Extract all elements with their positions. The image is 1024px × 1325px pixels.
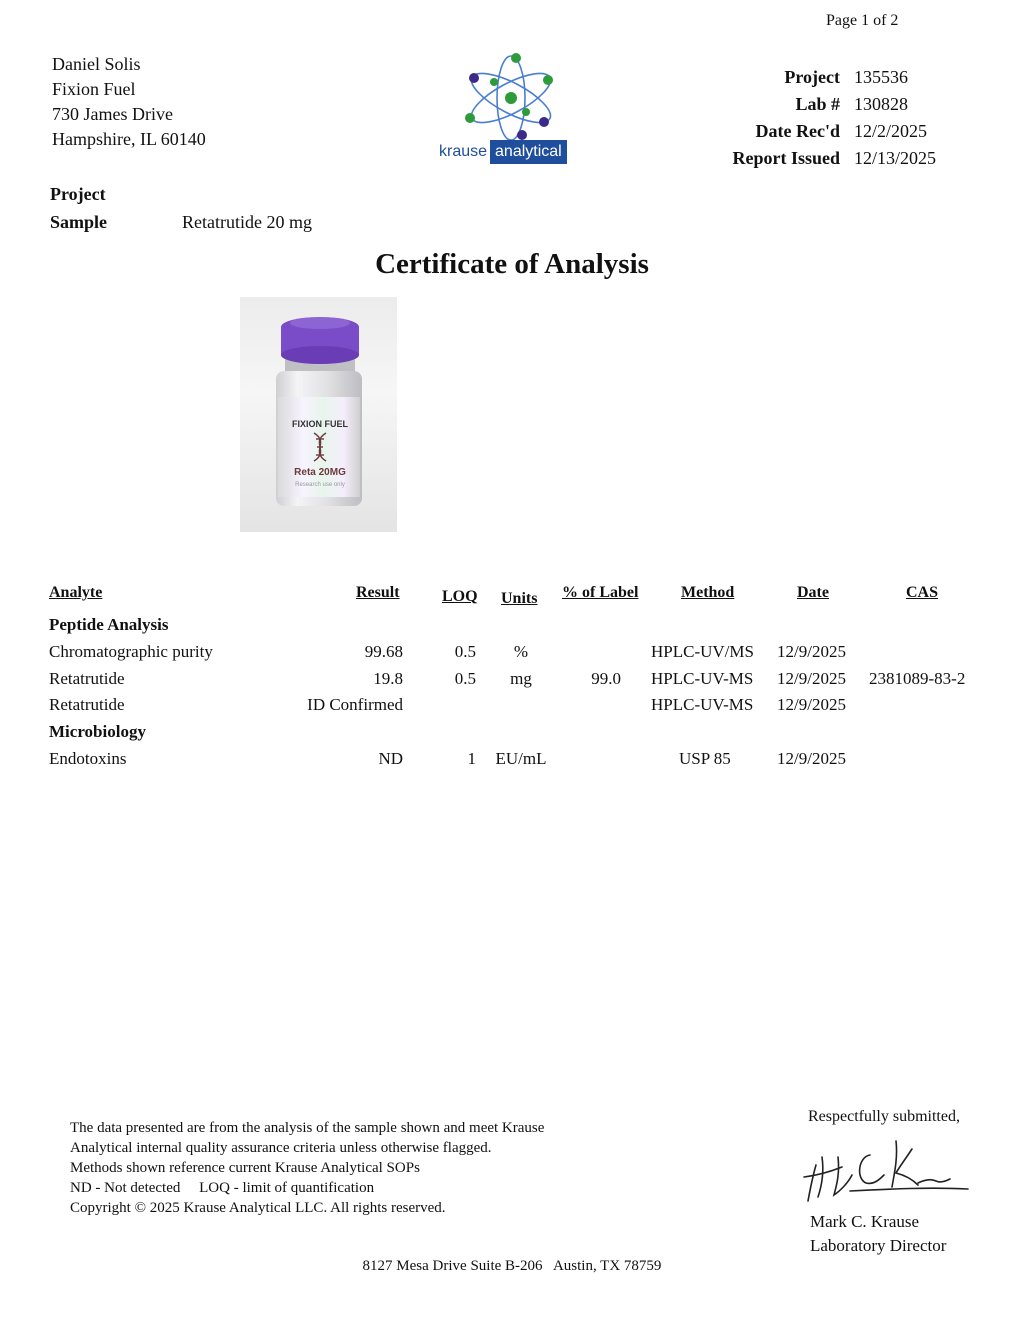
cell-loq: 0.5 [454,669,476,688]
cell-loq: 1 [467,749,476,768]
vial-brand-text: FIXION FUEL [292,419,348,429]
col-header-result: Result [356,584,400,601]
client-name: Daniel Solis [52,54,141,74]
signer-block [810,1210,946,1258]
client-street: 730 James Drive [52,104,173,124]
signer-name: Mark C. Krause [810,1212,920,1231]
cell-date: 12/9/2025 [777,642,846,661]
report-issued-label: Report Issued [732,148,840,168]
col-header-date: Date [797,584,829,601]
footer-notes [70,1118,544,1218]
section-title-peptide: Peptide Analysis [49,615,169,634]
cell-result: ID Confirmed [307,695,403,714]
sample-info [50,180,312,236]
cell-date: 12/9/2025 [777,669,846,688]
cell-result: 19.8 [373,669,403,688]
signer-title: Laboratory Director [810,1236,947,1255]
client-company: Fixion Fuel [52,79,136,99]
project-label: Project [784,67,840,87]
report-issued-value: 12/13/2025 [854,148,937,168]
date-received-label: Date Rec'd [755,121,840,141]
cell-analyte: Endotoxins [49,749,127,768]
lab-address: 8127 Mesa Drive Suite B-206 Austin, TX 78759 [362,1258,662,1274]
col-header-units: Units [501,590,538,607]
logo-wordmark [436,140,567,164]
report-meta [700,64,936,172]
cell-method: HPLC-UV-MS [651,669,754,688]
krause-analytical-logo [436,52,586,167]
cell-analyte: Chromatographic purity [49,642,213,661]
sample-value: Retatrutide 20 mg [182,212,312,232]
vial-subtext: Research use only [295,482,345,488]
vial-product-text: Reta 20MG [294,467,346,478]
cell-loq: 0.5 [454,642,476,661]
lab-number-value: 130828 [854,94,908,114]
client-city: Hampshire, IL 60140 [52,129,206,149]
footer-note: Copyright © 2025 Krause Analytical LLC. All rights reserved. [70,1200,446,1216]
cell-cas: 2381089-83-2 [869,669,966,688]
footer-note: Analytical internal quality assurance criteria unless otherwise flagged. [70,1140,492,1156]
cell-date: 12/9/2025 [777,695,846,714]
cell-date: 12/9/2025 [777,749,846,768]
respectfully-submitted: Respectfully submitted, [808,1108,960,1125]
date-received-value: 12/2/2025 [854,121,928,141]
footer-note: The data presented are from the analysis of the sample shown and meet Krause [70,1120,545,1136]
cell-pct-label: 99.0 [591,669,621,688]
col-header-loq: LOQ [442,588,478,605]
cell-analyte: Retatrutide [49,669,125,688]
lab-number-label: Lab # [795,94,840,114]
col-header-cas: CAS [906,584,939,601]
sample-project-label: Project [50,184,106,204]
footer-note: ND - Not detected LOQ - limit of quantification [70,1180,375,1196]
vial-illustration [240,297,397,532]
sample-vial-photo [240,297,397,532]
cell-units: % [513,642,529,661]
project-value: 135536 [854,67,908,87]
cell-method: HPLC-UV-MS [651,695,754,714]
page-number: Page 1 of 2 [826,12,899,29]
logo-word-krause: krause [439,143,488,160]
atom-icon [436,52,586,142]
logo-word-analytical: analytical [490,140,567,164]
col-header-analyte: Analyte [49,584,103,601]
col-header-pct-label: % of Label [562,584,639,601]
cell-result: ND [378,749,403,768]
col-header-method: Method [681,584,735,601]
cell-result: 99.68 [364,642,403,661]
page-title: Certificate of Analysis [375,248,649,280]
sample-label: Sample [50,212,108,232]
cell-method: HPLC-UV/MS [651,642,754,661]
cell-units: EU/mL [495,749,547,768]
cell-method: USP 85 [679,749,731,768]
section-title-microbiology: Microbiology [49,722,146,741]
client-address-block [52,52,206,152]
signature-image [800,1135,975,1210]
cell-units: mg [510,669,532,688]
footer-note: Methods shown reference current Krause Analytical SOPs [70,1160,420,1176]
cell-analyte: Retatrutide [49,695,125,714]
